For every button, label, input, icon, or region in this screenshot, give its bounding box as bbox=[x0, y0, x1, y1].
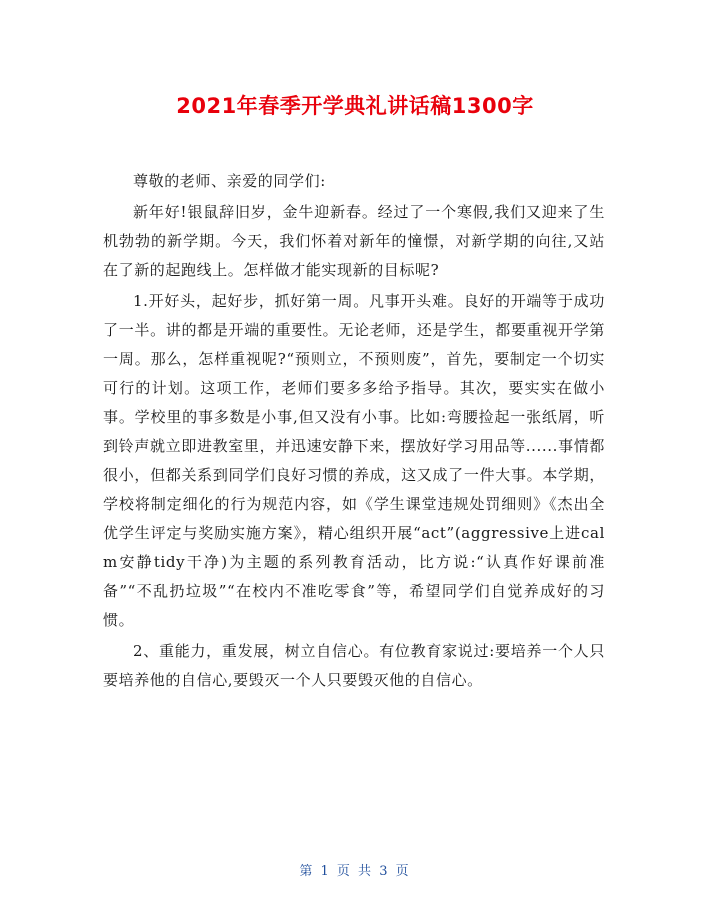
document-title: 2021年春季开学典礼讲话稿1300字 bbox=[176, 94, 534, 118]
greeting-paragraph: 尊敬的老师、亲爱的同学们: bbox=[133, 172, 326, 190]
point-one-paragraph: 1.开好头，起好步，抓好第一周。凡事开头难。良好的开端等于成功了一半。讲的都是开端的重要性。无论老师，还是学生，都要重视开学第一周。那么，怎样重视呢?“预则立，不预则废”，首先，要制定一个切实可行的计划。这项工作，老师们要多多给予指导。其次，要实实在做小事。学校里的事多数是小事,但又没有小事。比如:弯腰捡起一张纸屑，听到铃声就立即进教室里，并迅速安静下来，摆放好学习用品等......事情都很小，但都关系到同学们良好习惯的养成，这又成了一件大事。本学期，学校将制定细化的行为规范内容，如《学生课堂违规处罚细则》《杰出全优学生评定与奖励实施方案》，精心组织开展“act”(aggressive上进calm安静tidy干净)为主题的系列教育活动，比方说:“认真作好课前准备”“不乱扔垃圾”“在校内不准吃零食”等，希望同学们自觉养成好的习惯。 bbox=[103, 292, 605, 629]
intro-paragraph: 新年好!银鼠辞旧岁，金牛迎新春。经过了一个寒假,我们又迎来了生机勃勃的新学期。今天，我们怀着对新年的憧憬，对新学期的向往,又站在了新的起跑线上。怎样做才能实现新的目标呢? bbox=[103, 203, 605, 279]
page-footer: 第 1 页 共 3 页 bbox=[299, 864, 411, 879]
point-two-paragraph: 2、重能力，重发展，树立自信心。有位教育家说过:要培养一个人只要培养他的自信心,要毁灭一个人只要毁灭他的自信心。 bbox=[103, 642, 605, 689]
document-body bbox=[103, 167, 605, 697]
